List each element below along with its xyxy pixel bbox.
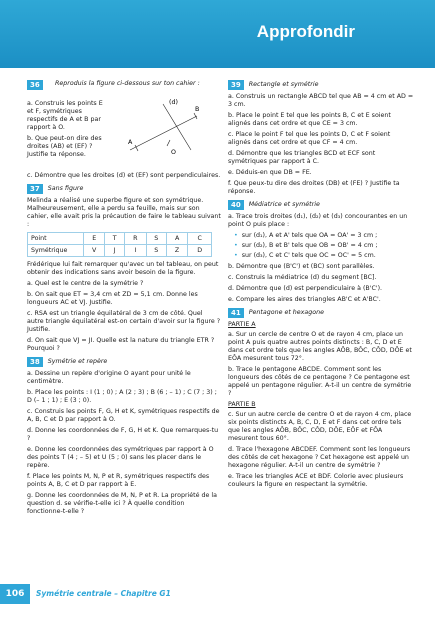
symmetry-table [27,232,212,257]
question-d: d. Démontre que (d) est perpendiculaire à (B'C'). [228,285,383,292]
table-cell: Z [166,245,187,257]
exercise-number: 39 [228,80,244,90]
part-b-heading: PARTIE B [228,401,256,408]
exercise-title: Reproduis la figure ci-dessous sur ton cahier : [55,80,200,87]
intro-text: Melinda a réalisé une superbe figure et son symétrique. Malheureusement, elle a perdu sa feuille, mais sur son cahier, elle avait pris la précaution de faire le tableau suivant : [27,197,221,228]
table-cell: S [146,233,166,245]
table-cell: T [105,233,125,245]
exercise-number: 41 [228,308,244,318]
table-cell: Point [28,233,84,245]
table-cell: E [84,233,105,245]
footer [0,584,435,604]
label-a: A [128,139,133,146]
list-item: • sur (d₂), B et B' tels que OB = OB' = 4 cm ; [234,242,414,250]
table-cell: D [188,245,212,257]
question-c: c. Démontre que les droites (d) et (EF) sont perpendiculaires. [27,172,221,179]
label-b: B [195,106,200,113]
question-c: c. RSA est un triangle équilatéral de 3 cm de côté. Quel autre triangle équilatéral est-on certain d'avoir sur la figure ? Justifie. [27,310,221,333]
exercise-number: 38 [27,357,43,367]
page-number: 106 [0,584,30,604]
question-f: f. Que peux-tu dire des droites (DB) et (FE) ? Justifie ta réponse. [228,180,400,195]
table-cell: R [124,233,146,245]
points-list [234,232,414,260]
question-b: b. Démontre que (B'C') et (BC) sont parallèles. [228,263,375,270]
question-b: b. Place le point E tel que les points B, C et E soient alignés dans cet ordre et que CE = 3 cm. [228,112,391,127]
question-a: a. Dessine un repère d'origine O ayant pour unité le centimètre. [27,370,191,385]
exercise-41 [228,308,414,489]
question-e: e. Trace les triangles ACE et BDF. Colorie avec plusieurs couleurs la figure en respectant la symétrie. [228,473,404,488]
list-item: • sur (d₁), A et A' tels que OA = OA' = 3 cm ; [234,232,414,240]
question-a: a. Trace trois droites (d₁), (d₂) et (d₃) concourantes en un point O puis place : [228,213,408,228]
exercise-number: 40 [228,200,244,210]
question-b: b. Trace le pentagone ABCDE. Comment sont les longueurs des côtés de ce pentagone ? Ce pentagone est appelé un pentagone régulier. A-t-il un centre de symétrie ? [228,366,412,397]
exercise-37 [27,184,221,353]
exercise-36 [27,80,221,180]
question-d: d. Trace l'hexagone ABCDEF. Comment sont les longueurs des côtés de cet hexagone ? Cet hexagone est appelé un hexagone régulier. A-t-il un centre de symétrie ? [228,446,411,469]
exercise-title: Rectangle et symétrie [248,81,319,88]
exercise-39 [228,80,414,196]
question-d: d. Donne les coordonnées de F, G, H et K. Que remarques-tu ? [27,427,219,442]
exercise-38 [27,357,221,516]
list-item: • sur (d₃), C et C' tels que OC = OC' = 5 cm. [234,252,414,260]
question-d: d. On sait que VJ = JI. Quelle est la nature du triangle ETR ? Pourquoi ? [27,337,215,352]
table-cell: S [146,245,166,257]
part-a-heading: PARTIE A [228,321,256,328]
table-cell: Symétrique [28,245,84,257]
figure-36 [125,94,203,158]
question-g: g. Donne les coordonnées de M, N, P et R. La propriété de la question d. se vérifie-t-elle ici ? À quelle condition fonctionne-t-elle ? [27,492,217,515]
question-a: a. Construis les points E et F, symétriques respectifs de A et B par rapport à O. [27,100,103,131]
question-c: c. Sur un autre cercle de centre O et de rayon 4 cm, place six points distincts A, B, C, D, E et F dans cet ordre tels que les angles AÔB, BÔC, CÔD, DÔE, EÔF et FÔA mesurent tous 60°. [228,411,412,442]
question-b: b. Place les points : I (1 ; 0) ; A (2 ; 3) ; B (6 ; – 1) ; C (7 ; 3) ; D (– 1 ; 1) ; E (3 ; 0). [27,389,217,404]
page-title: Approfondir [256,22,355,41]
exercise-title: Sans figure [47,185,84,192]
header-banner [0,0,435,68]
question-b: b. On sait que ET = 3,4 cm et ZD = 5,1 cm. Donne les longueurs AC et VJ. Justifie. [27,291,198,306]
exercise-number: 37 [27,184,43,194]
table-cell: I [124,245,146,257]
question-e: e. Donne les coordonnées des symétriques par rapport à O des points T (4 ; – 5) et U (5 ; 0) sans les placer dans le repère. [27,446,214,469]
exercise-title: Médiatrice et symétrie [248,201,320,208]
question-a: a. Quel est le centre de la symétrie ? [27,280,144,287]
label-d: (d) [169,99,178,106]
exercise-40 [228,200,414,304]
chapter-title: Symétrie centrale – Chapitre G1 [36,589,171,598]
label-o: O [171,149,176,156]
question-c: c. Construis les points F, G, H et K, symétriques respectifs de A, B, C et D par rapport à O. [27,408,220,423]
question-b: b. Que peut-on dire des droites (AB) et (EF) ? Justifie ta réponse. [27,135,102,158]
body-text: Frédérique lui fait remarquer qu'avec un tel tableau, on peut obtenir des indications sans avoir besoin de la figure. [27,261,219,276]
table-cell: J [105,245,125,257]
question-c: c. Place le point F tel que les points D, C et F soient alignés dans cet ordre et que CF = 4 cm. [228,131,391,146]
table-cell: A [166,233,187,245]
right-column [228,80,414,493]
question-f: f. Place les points M, N, P et R, symétriques respectifs des points A, B, C et D par rapport à E. [27,473,210,488]
table-cell: V [84,245,105,257]
question-a: a. Sur un cercle de centre O et de rayon 4 cm, place un point A puis quatre autres points distincts : B, C, D et E dans cet ordre tels que les angles AÔB, BÔC, CÔD, DÔE et EÔA mesurent tous 72°. [228,331,412,362]
left-column [27,80,221,520]
question-a: a. Construis un rectangle ABCD tel que AB = 4 cm et AD = 3 cm. [228,93,414,108]
question-e: e. Compare les aires des triangles AB'C et A'BC'. [228,296,381,303]
question-e: e. Déduis-en que DB = FE. [228,169,312,176]
question-c: c. Construis la médiatrice (d) du segment [BC]. [228,274,377,281]
table-cell: C [188,233,212,245]
segment-ab [130,116,197,150]
exercise-title: Pentagone et hexagone [248,309,324,316]
exercise-title: Symétrie et repère [47,358,108,365]
exercise-number: 36 [27,80,43,90]
line-d [163,104,191,150]
question-d: d. Démontre que les triangles BCD et ECF sont symétriques par rapport à C. [228,150,376,165]
